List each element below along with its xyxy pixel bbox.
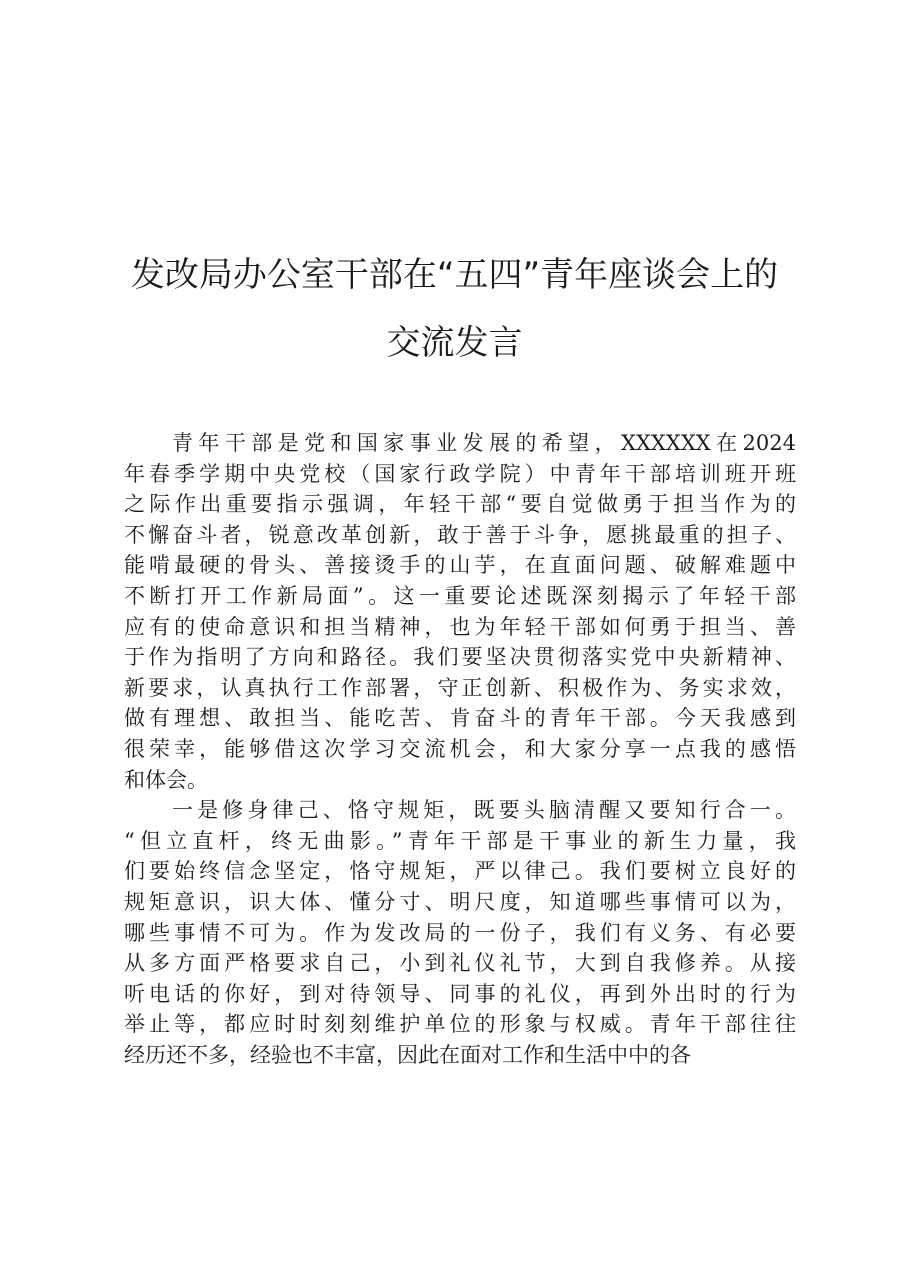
text-line: 很荣幸，能够借这次学习交流机会，和大家分享一点我的感悟	[124, 736, 796, 761]
text-line: 做有理想、敢担当、能吃苦、肯奋斗的青年干部。今天我感到	[124, 706, 796, 731]
text-line: 年春季学期中央党校（国家行政学院）中青年干部培训班开班	[124, 461, 796, 486]
text-line: 之际作出重要指示强调，年轻干部“要自觉做勇于担当作为的	[124, 492, 796, 517]
text-line: 听电话的你好，到对待领导、同事的礼仪，再到外出时的行为	[124, 981, 796, 1006]
document-body	[124, 428, 796, 1070]
text-line: 于作为指明了方向和路径。我们要坚决贯彻落实党中央新精神、	[124, 645, 796, 670]
text-line: 哪些事情不可为。作为发改局的一份子，我们有义务、有必要	[124, 920, 796, 945]
document-title-line-1: 发改局办公室干部在“五四”青年座谈会上的	[130, 255, 779, 295]
text-line: 应有的使命意识和担当精神，也为年轻干部如何勇于担当、善	[124, 614, 796, 639]
text-line: 们要始终信念坚定，恪守规矩，严以律己。我们要树立良好的	[124, 859, 796, 884]
text-line: 能啃最硬的骨头、善接烫手的山芋，在直面问题、破解难题中	[124, 553, 796, 578]
text-line: “但立直杆，终无曲影。”青年干部是干事业的新生力量，我	[124, 828, 796, 853]
text-line: 一是修身律己、恪守规矩，既要头脑清醒又要知行合一。	[172, 798, 796, 823]
text-line: 和体会。	[124, 767, 208, 792]
text-line: 经历还不多，经验也不丰富，因此在面对工作和生活中中的各	[124, 1042, 691, 1067]
text-line: 规矩意识，识大体、懂分寸、明尺度，知道哪些事情可以为，	[124, 889, 796, 914]
text-line: 青年干部是党和国家事业发展的希望，XXXXXX在2024	[172, 431, 796, 455]
text-line: 举止等，都应时时刻刻维护单位的形象与权威。青年干部往往	[124, 1012, 796, 1037]
paragraph-1	[124, 428, 796, 795]
paragraph-2	[124, 795, 796, 1070]
text-line: 不懈奋斗者，锐意改革创新，敢于善于斗争，愿挑最重的担子、	[124, 522, 796, 547]
text-line: 新要求，认真执行工作部署，守正创新、积极作为、务实求效，	[124, 675, 796, 700]
document-title-line-2: 交流发言	[386, 323, 523, 363]
text-line: 不断打开工作新局面”。这一重要论述既深刻揭示了年轻干部	[124, 583, 796, 608]
text-line: 从多方面严格要求自己，小到礼仪礼节，大到自我修养。从接	[124, 951, 796, 976]
